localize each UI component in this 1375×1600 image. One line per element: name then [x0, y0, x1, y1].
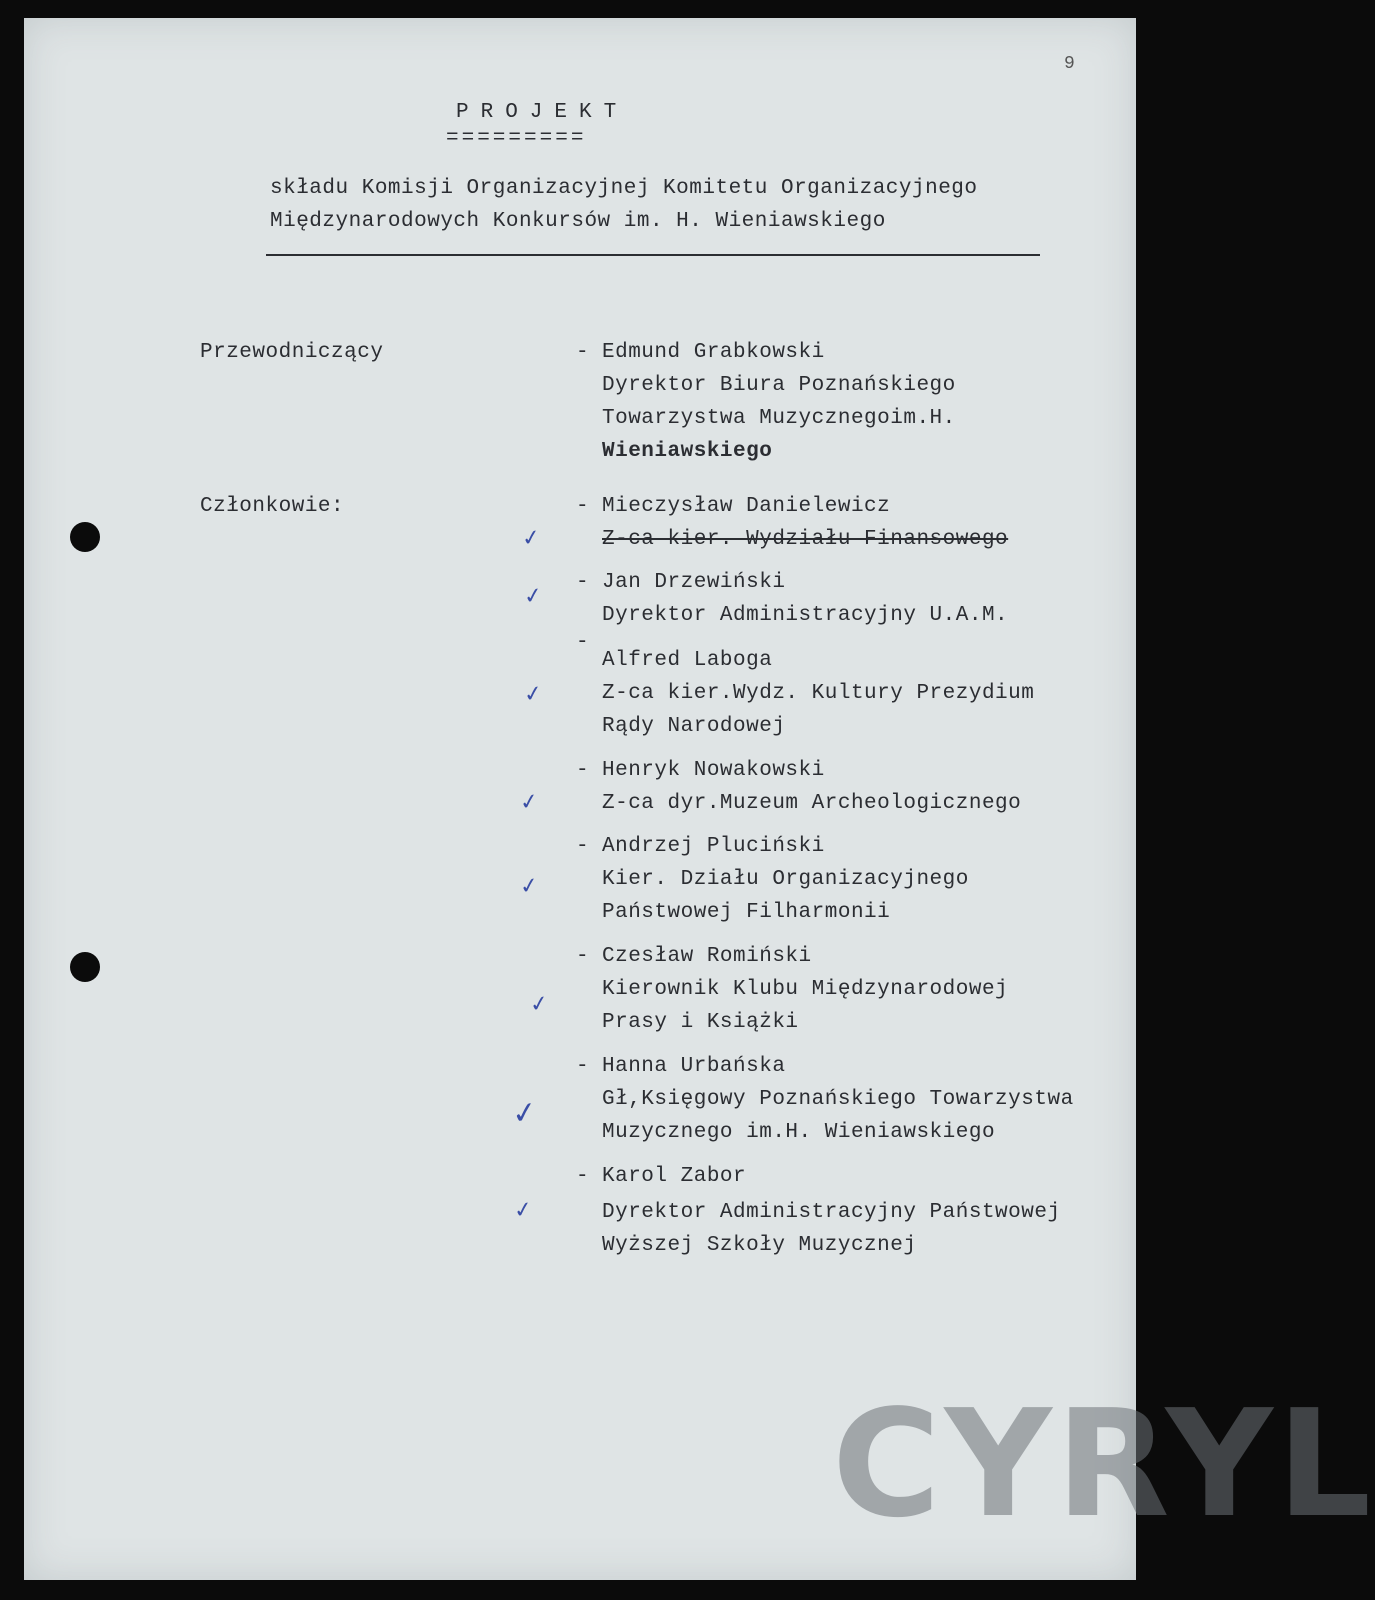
dash: -	[576, 945, 589, 968]
punch-hole	[70, 522, 100, 552]
members-label: Członkowie:	[200, 495, 345, 518]
document-title: PROJEKT	[456, 101, 629, 124]
member-name: Henryk Nowakowski	[602, 759, 825, 782]
member-detail: Kier. Działu Organizacyjnego	[602, 868, 969, 891]
dash: -	[576, 759, 589, 782]
check-mark-icon: ✓	[520, 524, 543, 553]
member-detail: Gł,Księgowy Poznańskiego Towarzystwa	[602, 1088, 1074, 1111]
member-detail: Rądy Narodowej	[602, 715, 786, 738]
member-detail: Wyższej Szkoły Muzycznej	[602, 1234, 917, 1257]
dash: -	[576, 341, 589, 364]
dash: -	[576, 631, 589, 654]
check-mark-icon: ✓	[522, 582, 545, 611]
document-page	[24, 18, 1375, 1580]
member-detail: Z-ca kier.Wydz. Kultury Prezydium	[602, 682, 1035, 705]
member-name: Hanna Urbańska	[602, 1055, 786, 1078]
check-mark-icon: ✓	[518, 788, 541, 817]
member-name: Alfred Laboga	[602, 649, 773, 672]
subtitle-line-1: składu Komisji Organizacyjnej Komitetu Organizacyjnego	[270, 177, 978, 200]
page-number: 9	[1064, 54, 1075, 74]
check-mark-icon: ✓	[512, 1196, 535, 1225]
divider	[266, 254, 1040, 256]
punch-hole	[70, 952, 100, 982]
member-detail: Muzycznego im.H. Wieniawskiego	[602, 1121, 996, 1144]
chairman-detail: Dyrektor Biura Poznańskiego	[602, 374, 956, 397]
member-detail: Prasy i Książki	[602, 1011, 799, 1034]
member-name: Andrzej Pluciński	[602, 835, 825, 858]
check-mark-icon: ✓	[509, 1094, 540, 1133]
member-detail: Dyrektor Administracyjny Państwowej	[602, 1201, 1061, 1224]
check-mark-icon: ✓	[522, 680, 545, 709]
watermark-logo: CYRYL	[832, 1378, 1375, 1550]
member-detail: Dyrektor Administracyjny U.A.M.	[602, 604, 1009, 627]
chairman-name: Edmund Grabkowski	[602, 341, 825, 364]
chairman-detail: Towarzystwa Muzycznegoim.H.	[602, 407, 956, 430]
check-mark-icon: ✓	[528, 990, 551, 1019]
member-detail: Z-ca dyr.Muzeum Archeologicznego	[602, 792, 1022, 815]
dash: -	[576, 1165, 589, 1188]
subtitle-line-2: Międzynarodowych Konkursów im. H. Wieniawskiego	[270, 210, 886, 233]
member-name: Karol Zabor	[602, 1165, 747, 1188]
check-mark-icon: ✓	[518, 872, 541, 901]
member-detail: Państwowej Filharmonii	[602, 901, 891, 924]
dash: -	[576, 835, 589, 858]
chairman-detail: Wieniawskiego	[602, 440, 773, 463]
title-underline: =========	[446, 127, 587, 150]
member-name: Czesław Romiński	[602, 945, 812, 968]
member-name: Jan Drzewiński	[602, 571, 786, 594]
dash: -	[576, 1055, 589, 1078]
member-detail: Z-ca kier. Wydziału Finansowego	[602, 528, 1009, 551]
dash: -	[576, 495, 589, 518]
chairman-label: Przewodniczący	[200, 341, 384, 364]
member-detail: Kierownik Klubu Międzynarodowej	[602, 978, 1009, 1001]
member-name: Mieczysław Danielewicz	[602, 495, 891, 518]
dash: -	[576, 571, 589, 594]
